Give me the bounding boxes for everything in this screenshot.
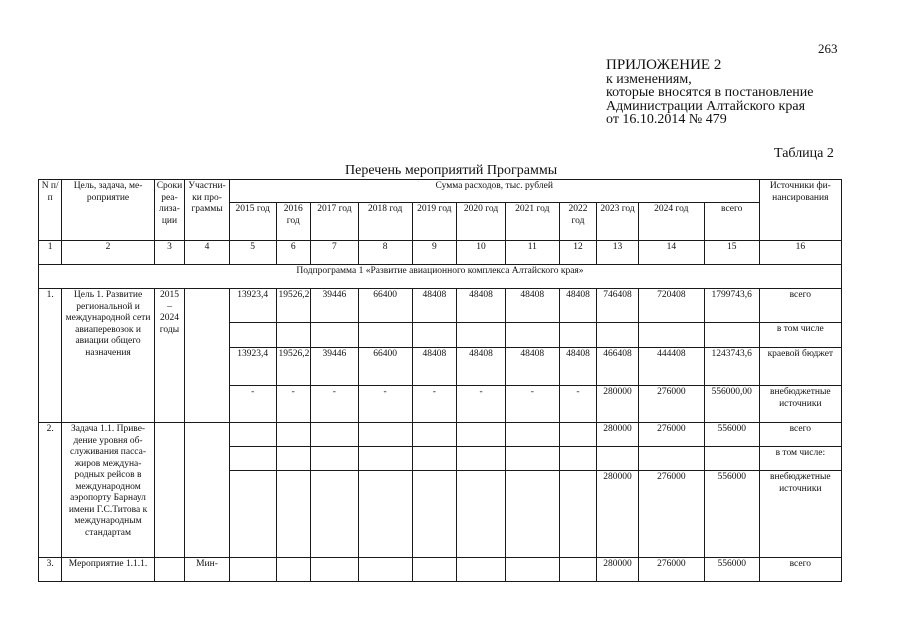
value-cell xyxy=(638,447,704,471)
row-goal: Задача 1.1. Приве-дение уровня об-служивания пасса-жиров междуна-родных рейсов в международном аэропорту Барнаул имени Г.С.Титова к международным стандартам xyxy=(62,423,154,558)
header-year: 2024 год xyxy=(638,203,704,241)
value-cell xyxy=(505,447,559,471)
value-cell xyxy=(412,558,457,582)
value-cell xyxy=(559,323,597,348)
value-cell xyxy=(358,558,412,582)
row-participants xyxy=(185,423,230,558)
source-cell: в том числе xyxy=(759,323,841,348)
value-cell xyxy=(704,323,759,348)
value-cell xyxy=(229,447,276,471)
value-cell: 746408 xyxy=(597,289,639,323)
value-cell: 720408 xyxy=(638,289,704,323)
row-participants xyxy=(185,289,230,423)
appendix-line: к изменениям, xyxy=(606,71,692,87)
value-cell: 556000 xyxy=(704,423,759,447)
value-cell: 1243743,6 xyxy=(704,348,759,386)
value-cell xyxy=(229,558,276,582)
value-cell xyxy=(559,423,597,447)
col-number: 3 xyxy=(154,241,184,265)
header-year: 2021 год xyxy=(505,203,559,241)
header-year: 2023 год xyxy=(597,203,639,241)
value-cell xyxy=(412,447,457,471)
value-cell: 556000 xyxy=(704,558,759,582)
value-cell xyxy=(229,323,276,348)
value-cell: 444408 xyxy=(638,348,704,386)
row-num: 2. xyxy=(39,423,62,558)
header-total: всего xyxy=(704,203,759,241)
value-cell: 13923,4 xyxy=(229,348,276,386)
value-cell xyxy=(597,323,639,348)
value-cell xyxy=(229,471,276,558)
col-number: 10 xyxy=(457,241,506,265)
value-cell: 276000 xyxy=(638,471,704,558)
header-year: 2016 год xyxy=(276,203,311,241)
value-cell: 19526,2 xyxy=(276,289,311,323)
value-cell: 280000 xyxy=(597,471,639,558)
value-cell: 48408 xyxy=(559,348,597,386)
value-cell xyxy=(597,447,639,471)
source-cell: в том числе: xyxy=(759,447,841,471)
header-sources: Источники фи-нансирования xyxy=(759,180,841,241)
value-cell xyxy=(276,423,311,447)
header-participants: Участни-ки про-граммы xyxy=(185,180,230,241)
value-cell xyxy=(638,323,704,348)
value-cell xyxy=(412,423,457,447)
value-cell: - xyxy=(505,386,559,423)
appendix-block xyxy=(606,59,814,127)
value-cell xyxy=(358,447,412,471)
value-cell: 280000 xyxy=(597,386,639,423)
value-cell: 39446 xyxy=(311,348,359,386)
value-cell: - xyxy=(358,386,412,423)
col-number: 11 xyxy=(505,241,559,265)
col-number: 12 xyxy=(559,241,597,265)
value-cell xyxy=(311,471,359,558)
header-year: 2015 год xyxy=(229,203,276,241)
source-cell: всего xyxy=(759,289,841,323)
col-number: 13 xyxy=(597,241,639,265)
value-cell xyxy=(311,323,359,348)
value-cell xyxy=(311,447,359,471)
row-goal: Цель 1. Развитие региональной и международной сети авиаперевозок и авиации общего назначения xyxy=(62,289,154,423)
value-cell xyxy=(276,323,311,348)
col-number: 9 xyxy=(412,241,457,265)
col-number: 8 xyxy=(358,241,412,265)
value-cell: 48408 xyxy=(412,348,457,386)
row-participants: Мин- xyxy=(185,558,230,582)
header-year: 2022 год xyxy=(559,203,597,241)
value-cell: - xyxy=(457,386,506,423)
document-title: Перечень мероприятий Программы xyxy=(345,163,558,178)
header-year: 2017 год xyxy=(311,203,359,241)
col-number: 7 xyxy=(311,241,359,265)
value-cell: 276000 xyxy=(638,423,704,447)
value-cell: 556000,00 xyxy=(704,386,759,423)
value-cell: 48408 xyxy=(559,289,597,323)
value-cell: 39446 xyxy=(311,289,359,323)
value-cell xyxy=(505,323,559,348)
value-cell: 280000 xyxy=(597,423,639,447)
col-number: 1 xyxy=(39,241,62,265)
col-number: 15 xyxy=(704,241,759,265)
value-cell: 276000 xyxy=(638,558,704,582)
source-cell: краевой бюджет xyxy=(759,348,841,386)
value-cell xyxy=(358,471,412,558)
appendix-line: которые вносятся в постановление xyxy=(606,85,814,100)
value-cell: 66400 xyxy=(358,289,412,323)
value-cell xyxy=(311,558,359,582)
value-cell: - xyxy=(311,386,359,423)
value-cell xyxy=(559,471,597,558)
header-year: 2020 год xyxy=(457,203,506,241)
value-cell xyxy=(311,423,359,447)
value-cell xyxy=(229,423,276,447)
value-cell: 276000 xyxy=(638,386,704,423)
value-cell xyxy=(505,558,559,582)
measures-table xyxy=(38,179,842,582)
header-goal: Цель, задача, ме-роприятие xyxy=(62,180,154,241)
value-cell: 48408 xyxy=(457,289,506,323)
value-cell xyxy=(457,423,506,447)
table-label: Таблица 2 xyxy=(774,146,834,161)
appendix-line: от 16.10.2014 № 479 xyxy=(606,112,727,127)
value-cell xyxy=(505,423,559,447)
value-cell xyxy=(276,558,311,582)
col-number: 16 xyxy=(759,241,841,265)
page-number: 263 xyxy=(818,41,838,56)
value-cell: 466408 xyxy=(597,348,639,386)
value-cell xyxy=(457,471,506,558)
appendix-heading: ПРИЛОЖЕНИЕ 2 xyxy=(606,57,722,73)
value-cell xyxy=(457,323,506,348)
value-cell: 48408 xyxy=(505,289,559,323)
value-cell: 1799743,6 xyxy=(704,289,759,323)
value-cell: - xyxy=(559,386,597,423)
value-cell xyxy=(457,558,506,582)
header-year: 2018 год xyxy=(358,203,412,241)
value-cell xyxy=(276,471,311,558)
value-cell: - xyxy=(276,386,311,423)
subprogram-title: Подпрограмма 1 «Развитие авиационного комплекса Алтайского края» xyxy=(39,265,842,289)
row-term xyxy=(154,558,184,582)
col-number: 5 xyxy=(229,241,276,265)
source-cell: внебюджетные источники xyxy=(759,471,841,558)
value-cell: 48408 xyxy=(412,289,457,323)
value-cell: 19526,2 xyxy=(276,348,311,386)
value-cell xyxy=(559,558,597,582)
value-cell xyxy=(358,423,412,447)
source-cell: всего xyxy=(759,558,841,582)
header-sum: Сумма расходов, тыс. рублей xyxy=(229,180,759,203)
value-cell: 13923,4 xyxy=(229,289,276,323)
header-year: 2019 год xyxy=(412,203,457,241)
col-number: 14 xyxy=(638,241,704,265)
value-cell xyxy=(704,447,759,471)
value-cell xyxy=(276,447,311,471)
row-term: 2015 – 2024 годы xyxy=(154,289,184,423)
col-number: 6 xyxy=(276,241,311,265)
value-cell: 66400 xyxy=(358,348,412,386)
value-cell xyxy=(559,447,597,471)
row-num: 1. xyxy=(39,289,62,423)
value-cell xyxy=(412,471,457,558)
row-goal: Мероприятие 1.1.1. xyxy=(62,558,154,582)
source-cell: внебюджетные источники xyxy=(759,386,841,423)
col-number: 4 xyxy=(185,241,230,265)
value-cell xyxy=(505,471,559,558)
value-cell: 48408 xyxy=(457,348,506,386)
value-cell: 556000 xyxy=(704,471,759,558)
source-cell: всего xyxy=(759,423,841,447)
col-number: 2 xyxy=(62,241,154,265)
header-term: Сроки реа-лиза-ции xyxy=(154,180,184,241)
header-num: N п/п xyxy=(39,180,62,241)
value-cell xyxy=(457,447,506,471)
appendix-line: Администрации Алтайского края xyxy=(606,98,806,114)
row-term xyxy=(154,423,184,558)
value-cell: - xyxy=(229,386,276,423)
row-num: 3. xyxy=(39,558,62,582)
value-cell: - xyxy=(412,386,457,423)
value-cell: 280000 xyxy=(597,558,639,582)
value-cell: 48408 xyxy=(505,348,559,386)
value-cell xyxy=(412,323,457,348)
value-cell xyxy=(358,323,412,348)
